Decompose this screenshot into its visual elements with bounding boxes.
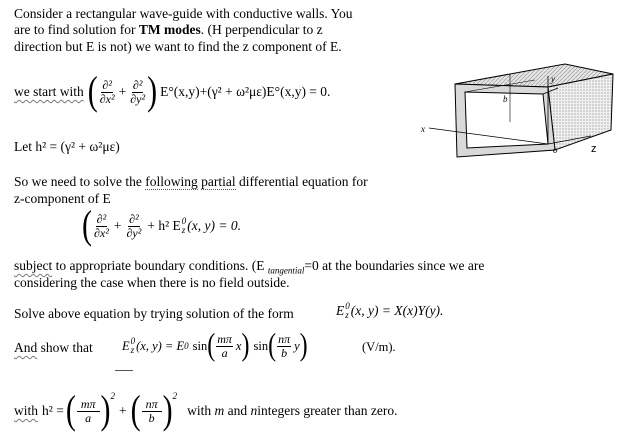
frac-with-npi-b: $\frac{n\pi}{b}$	[142, 398, 162, 425]
sq-2: 2	[172, 391, 178, 401]
frac-with-mpi-a: $\frac{m\pi}{a}$	[77, 398, 100, 425]
with-equation: with h² = ( $\frac{m\pi}{a}$ ) $^2$ + ( $\frac{n\pi}{b}$ ) $^2$ with m and nintegers greater than zero.	[14, 388, 398, 433]
with-word: with	[14, 403, 39, 418]
subject-eq0: =0	[304, 258, 319, 273]
label-y: y	[551, 74, 555, 84]
waveguide-right-face	[548, 74, 613, 150]
trial-text: Solve above equation by trying solution of the form	[14, 306, 294, 321]
solve-pre: So we need to solve the	[14, 174, 146, 189]
show-text	[14, 340, 93, 356]
solve-line-1	[14, 174, 368, 190]
units-text: (V/m).	[362, 340, 396, 354]
subject-line-1	[14, 258, 484, 276]
pde-paren-open: (	[82, 203, 92, 248]
and-word: And	[14, 340, 38, 355]
following-word: following	[145, 174, 198, 189]
label-x: x	[421, 124, 425, 134]
intro-line-3: direction but E is not) we want to find the z component of E.	[14, 39, 342, 54]
sq-1: 2	[110, 391, 115, 401]
pde-frac-dy: $\frac{\text{∂²}}{\text{∂y²}}$	[126, 211, 142, 240]
show-rest: show that	[37, 340, 93, 355]
frac-mpi-a: $\frac{m\pi}{a}$	[217, 331, 232, 360]
pde-h2: + h² E	[147, 218, 181, 233]
pde-subsup: 0 z	[181, 216, 187, 235]
subject-post: at the boundaries since we are	[318, 258, 485, 273]
subject-line-2: considering the case when there is no field outside.	[14, 275, 290, 290]
solve-post: differential equation for	[235, 174, 368, 189]
start-rhs: E°(x,y)+(γ² + ω²με)E°(x,y) = 0.	[160, 84, 331, 99]
paren-open: (	[87, 69, 98, 114]
label-b: b	[503, 94, 508, 104]
paren-close: )	[147, 69, 158, 114]
pde-plus: +	[113, 218, 122, 233]
tangential-sub: tangential	[267, 265, 305, 276]
frac-npi-b: $\frac{n\pi}{b}$	[278, 331, 291, 360]
subject-word: subject	[14, 258, 53, 273]
plus-sign: +	[118, 84, 127, 99]
tm-modes-text: TM modes	[138, 22, 201, 37]
intro-line-2-pre: are to find solution for	[14, 22, 139, 37]
pde-equation	[82, 203, 241, 248]
waveguide-figure	[415, 62, 615, 172]
mode-equation: E 0 z (x, y) = E 0 sin ( $\frac{m\pi}{a}$ x ) sin ( $\frac{n\pi}{b}$ y )	[122, 328, 308, 363]
start-equation	[14, 70, 330, 114]
with-tail: with m and nintegers greater than zero.	[187, 403, 398, 418]
frac-d2-dy2: $\frac{\text{∂²}}{\text{∂y²}}$	[130, 77, 146, 106]
pde-frac-dx: $\frac{\text{∂²}}{\text{∂x²}}$	[94, 211, 109, 240]
intro-line-2-post: . (H perpendicular to z	[200, 22, 323, 37]
label-z: z	[591, 143, 597, 155]
label-o: o	[553, 145, 558, 155]
start-lead: we start with	[14, 84, 84, 99]
intro-line-1: Consider a rectangular wave-guide with conductive walls. You	[14, 6, 353, 21]
partial-word: partial	[201, 174, 236, 189]
show-underline-mark	[115, 370, 133, 371]
frac-d2-dx2: $\frac{\text{∂²}}{\text{∂x²}}$	[99, 77, 115, 106]
trial-equation: E 0 z (x, y) = X(x)Y(y).	[336, 301, 444, 320]
intro-line-2	[14, 22, 323, 38]
h2-eq: h² =	[42, 403, 64, 418]
solve-line-2: z-component of E	[14, 191, 111, 206]
let-definition: Let h² = (γ² + ω²με)	[14, 139, 120, 154]
subject-mid: to appropriate boundary conditions. (E	[52, 258, 268, 273]
pde-end: (x, y) = 0.	[187, 218, 241, 233]
